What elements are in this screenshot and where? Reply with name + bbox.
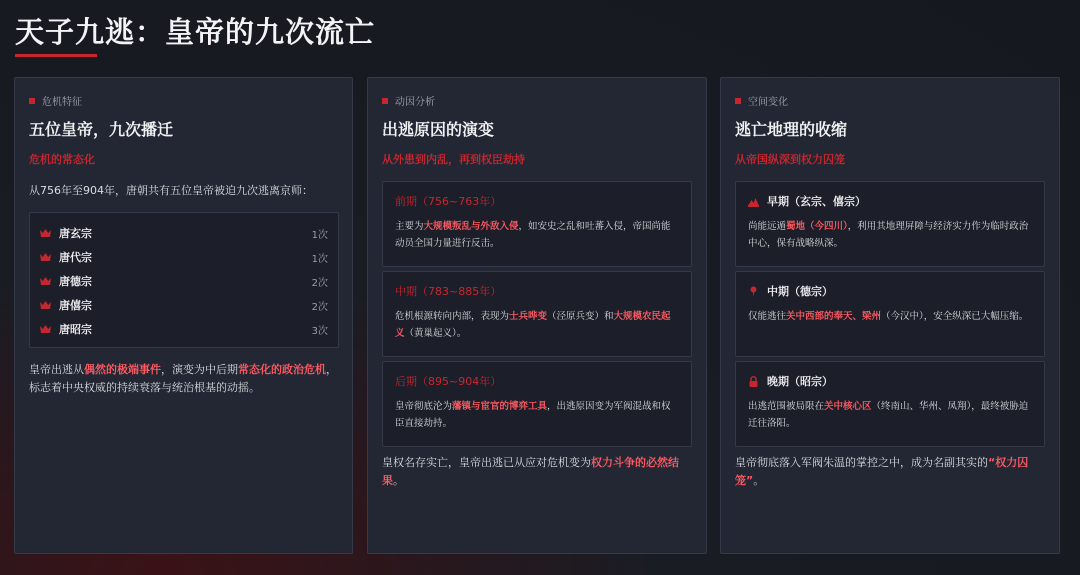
emperor-name: 唐德宗 (59, 275, 92, 288)
crown-icon (40, 277, 51, 285)
escape-count: 2次 (311, 301, 328, 313)
geo-title-text: 中期（德宗） (767, 285, 833, 298)
phase-text-part: （黄巢起义）。 (404, 328, 467, 339)
crown-icon (40, 253, 51, 261)
list-item (40, 317, 328, 341)
map-pin-icon (748, 286, 759, 297)
phase-highlight: 蜀地（今四川） (786, 221, 848, 232)
card-intro: 从756年至904年，唐朝共有五位皇帝被迫九次逃离京师： (29, 184, 313, 197)
escape-count: 3次 (311, 325, 328, 337)
phase-text-part: 主要为 (395, 221, 424, 232)
phase-text (748, 218, 1032, 252)
card-cause-analysis (367, 77, 707, 554)
phase-late (382, 361, 692, 447)
emperor-name: 唐玄宗 (59, 227, 92, 240)
card-conclusion (382, 454, 692, 490)
tag-marker (735, 98, 741, 104)
phase-early (382, 181, 692, 267)
geo-phase-late (735, 361, 1045, 447)
conclusion-text: 皇帝彻底落入军阀朱温的掌控之中，成为名副其实的 (735, 456, 988, 469)
escape-count: 1次 (311, 229, 328, 241)
list-item (40, 293, 328, 317)
list-item (40, 245, 328, 269)
summary-text: 皇帝出逃从 (29, 363, 84, 376)
geo-title (748, 283, 1032, 299)
phase-highlight: 藩镇与宦官的博弈工具 (452, 401, 548, 412)
phase-title: 前期（756~763年） (395, 195, 502, 208)
phase-text-part: ，出逃原因变为军阀混战和权臣直接劫持。 (395, 401, 671, 429)
list-item (40, 221, 328, 245)
summary-text: ，演变为中后期 (161, 363, 238, 376)
phase-text (748, 308, 1032, 325)
conclusion-highlight: 权力斗争的必然结果 (382, 456, 679, 487)
crown-icon (40, 301, 51, 309)
summary-text: ，标志着中央权威的持续衰落与统治根基的动摇。 (29, 363, 337, 394)
escape-count: 2次 (311, 277, 328, 289)
phase-highlight: 关中西部的奉天、梁州 (786, 311, 882, 322)
tag-label: 动因分析 (395, 97, 435, 108)
geo-title (748, 193, 1032, 209)
phase-text (748, 398, 1032, 432)
geo-title-text: 晚期（昭宗） (767, 375, 833, 388)
mountain-icon (748, 196, 759, 207)
crown-icon (40, 325, 51, 333)
card-tag (29, 93, 82, 108)
phase-text-part: 尚能远遁 (748, 221, 787, 232)
phase-text (395, 308, 679, 342)
card-subtitle: 从帝国纵深到权力囚笼 (735, 153, 845, 166)
card-conclusion (735, 454, 1045, 490)
card-summary (29, 361, 339, 397)
phase-text-part: （今汉中），安全纵深已大幅压缩。 (881, 311, 1029, 322)
geo-title (748, 373, 1032, 389)
card-heading: 五位皇帝，九次播迁 (29, 120, 174, 139)
card-tag (382, 93, 435, 108)
phase-highlight: 关中核心区 (824, 401, 872, 412)
tag-marker (382, 98, 388, 104)
tag-marker (29, 98, 35, 104)
phase-text-part: ，如安史之乱和吐蕃入侵，帝国尚能动员全国力量进行反击。 (395, 221, 671, 249)
phase-text-part: 出逃范围被局限在 (748, 401, 825, 412)
phase-title: 中期（783~885年） (395, 285, 502, 298)
lock-icon (748, 376, 759, 387)
conclusion-text: 。 (393, 474, 404, 487)
phase-text (395, 218, 679, 252)
phase-title: 后期（895~904年） (395, 375, 502, 388)
card-subtitle: 危机的常态化 (29, 153, 95, 166)
crown-icon (40, 229, 51, 237)
emperor-name: 唐僖宗 (59, 299, 92, 312)
geo-title-text: 早期（玄宗、僖宗） (767, 195, 866, 208)
tag-label: 空间变化 (748, 97, 788, 108)
title-underline (15, 54, 97, 57)
phase-text-part: 仅能逃往 (748, 311, 787, 322)
phase-highlight: 大规模叛乱与外敌入侵 (423, 221, 519, 232)
phase-middle (382, 271, 692, 357)
card-heading: 出逃原因的演变 (382, 120, 495, 139)
phase-text-part: 危机根源转向内部，表现为 (395, 311, 510, 322)
tag-label: 危机特征 (42, 97, 82, 108)
card-spatial-change (720, 77, 1060, 554)
emperor-list (29, 212, 339, 348)
page-title: 天子九逃：皇帝的九次流亡 (15, 15, 376, 49)
phase-text-part: （终南山、华州、凤翔），最终被胁迫迁往洛阳。 (748, 401, 1029, 429)
emperor-name: 唐代宗 (59, 251, 92, 264)
phase-highlight: 大规模农民起义 (395, 311, 671, 339)
emperor-name: 唐昭宗 (59, 323, 92, 336)
geo-phase-middle (735, 271, 1045, 357)
summary-highlight: 常态化的政治危机 (238, 363, 326, 376)
conclusion-text: 。 (753, 474, 765, 487)
card-subtitle: 从外患到内乱，再到权臣劫持 (382, 153, 525, 166)
escape-count: 1次 (311, 253, 328, 265)
conclusion-text: 皇权名存实亡，皇帝出逃已从应对危机变为 (382, 456, 591, 469)
phase-highlight: 士兵哗变 (509, 311, 548, 322)
list-item (40, 269, 328, 293)
phase-text-part: 皇帝彻底沦为 (395, 401, 453, 412)
phase-text (395, 398, 679, 432)
card-heading: 逃亡地理的收缩 (735, 120, 848, 139)
conclusion-highlight: “权力囚笼” (735, 456, 1029, 487)
card-tag (735, 93, 788, 108)
summary-highlight: 偶然的极端事件 (84, 363, 161, 376)
card-crisis-features (14, 77, 353, 554)
phase-text-part: （泾原兵变）和 (547, 311, 614, 322)
geo-phase-early (735, 181, 1045, 267)
phase-text-part: ，利用其地理屏障与经济实力作为临时政治中心，保有战略纵深。 (748, 221, 1029, 249)
